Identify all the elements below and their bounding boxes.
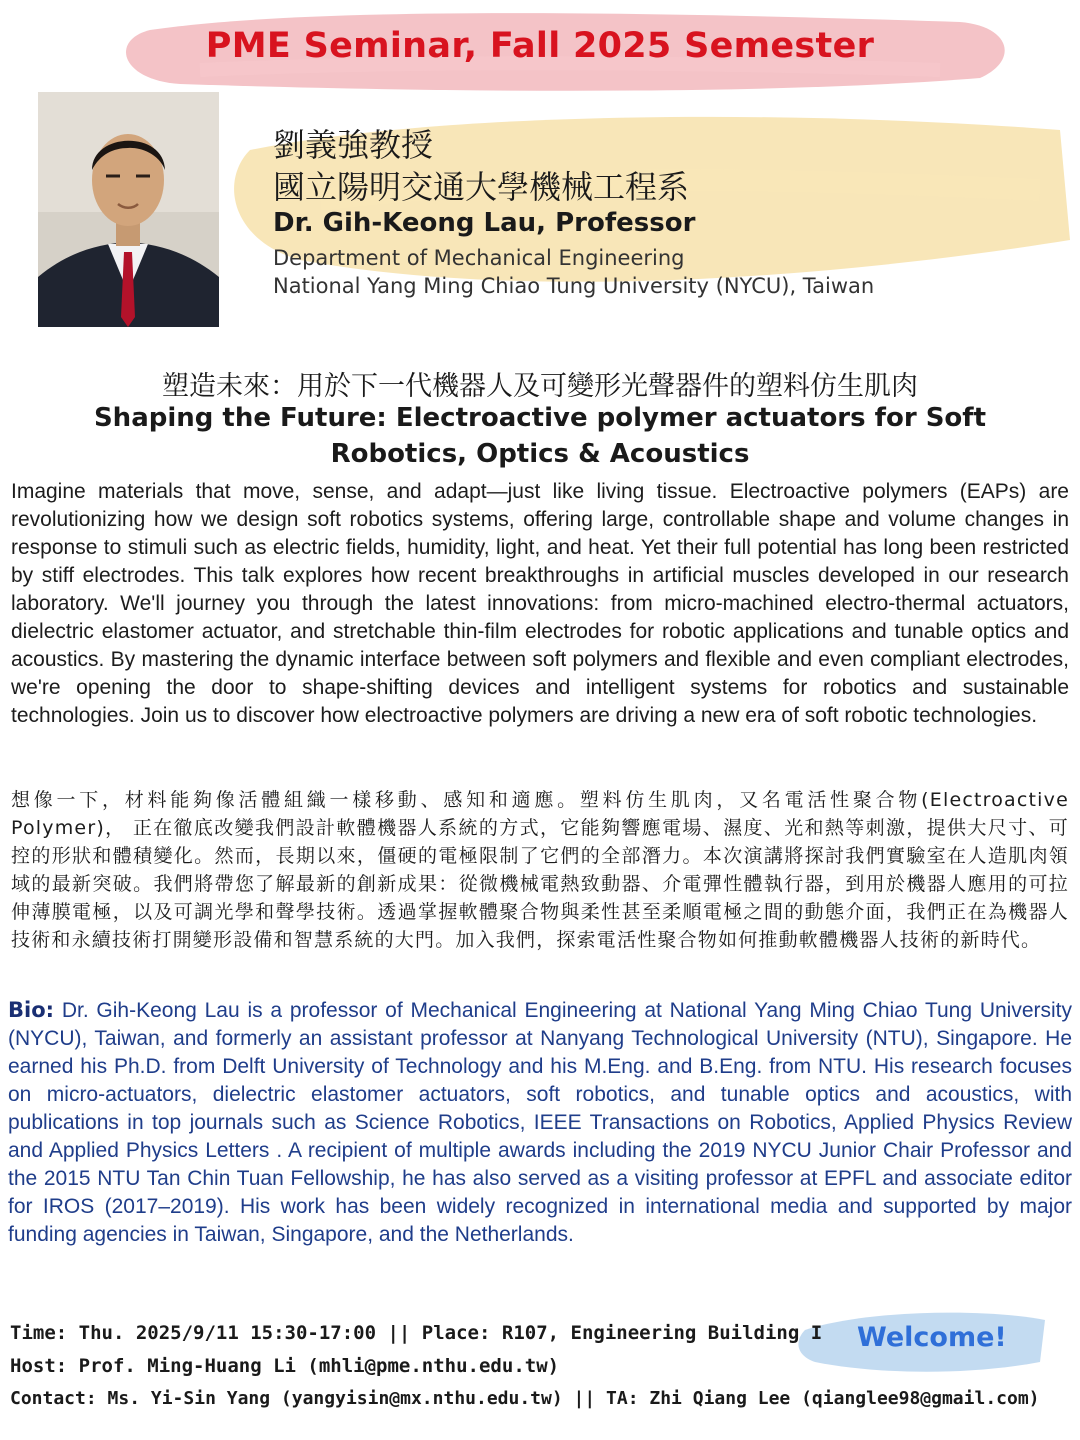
welcome-text: Welcome!: [857, 1322, 1007, 1353]
abstract-zh: 想像一下，材料能夠像活體組織一樣移動、感知和適應。塑料仿生肌肉，又名電活性聚合物(Electroactive Polymer)， 正在徹底改變我們設計軟體機器人系統的方式，它能夠響應電場、濕度、光和熱等刺激，提供大尺寸、可控的形狀和體積變化。然而，長期以來，僵硬的電極限制了它們的全部潛力。本次演講將探討我們實驗室在人造肌肉領域的最新突破。我們將帶您了解最新的創新成果：從微機械電熱致動器、介電彈性體執行器，到用於機器人應用的可拉伸薄膜電極，以及可調光學和聲學技術。透過掌握軟體聚合物與柔性甚至柔順電極之間的動態介面，我們正在為機器人技術和永續技術打開變形設備和智慧系統的大門。加入我們，探索電活性聚合物如何推動軟體機器人技術的新時代。: [11, 789, 1069, 951]
event-contact: Contact: Ms. Yi-Sin Yang (yangyisin@mx.nthu.edu.tw) || TA: Zhi Qiang Lee (qianglee98@gmail.com): [10, 1388, 1040, 1409]
speaker-department-en: Department of Mechanical Engineering: [273, 246, 685, 270]
event-time-place: Time: Thu. 2025/9/11 15:30-17:00 || Place: R107, Engineering Building I: [10, 1322, 823, 1344]
speaker-bio: [8, 996, 1072, 1249]
talk-title-en: Shaping the Future: Electroactive polymer actuators for Soft Robotics, Optics & Acoustics: [93, 403, 987, 469]
speaker-department-zh: 國立陽明交通大學機械工程系: [273, 168, 690, 206]
speaker-university-en: National Yang Ming Chiao Tung University (NYCU), Taiwan: [273, 274, 875, 298]
speaker-photo: [38, 92, 219, 327]
abstract-en: Imagine materials that move, sense, and adapt—just like living tissue. Electroactive polymers (EAPs) are revolutionizing how we design soft robotics systems, offering large, controllable shape and volume changes in response to stimuli such as electric fields, humidity, light, and heat. Yet their full potential has long been restricted by stiff electrodes. This talk explores how recent breakthroughs in artificial muscles developed in our research laboratory. We'll journey you through the latest innovations: from micro-machined electro-thermal actuators, dielectric elastomer actuator, and stretchable thin-film electrodes for robotic applications and tunable optics and acoustics. By mastering the dynamic interface between soft polymers and flexible and even compliant electrodes, we're opening the door to shape-shifting devices and intelligent systems for robotics and sustainable technologies. Join us to discover how electroactive polymers are driving a new era of soft robotic technologies.: [11, 480, 1069, 727]
seminar-title: PME Seminar, Fall 2025 Semester: [205, 26, 875, 66]
bio-text: Dr. Gih-Keong Lau is a professor of Mechanical Engineering at National Yang Ming Chiao Tung University (NYCU), Taiwan, and formerly an assistant professor at Nanyang Technological University (NTU), Singapore. He earned his Ph.D. from Delft University of Technology and his M.Eng. and B.Eng. from NTU. His research focuses on micro-actuators, dielectric elastomer actuators, soft robotics, and tunable optics and acoustics, with publications in top journals such as Science Robotics, IEEE Transactions on Robotics, Applied Physics Review and Applied Physics Letters . A recipient of multiple awards including the 2019 NYCU Junior Chair Professor and the 2015 NTU Tan Chin Tuan Fellowship, he has also served as a visiting professor at EPFL and associate editor for IROS (2017–2019). His work has been widely recognized in international media and supported by major funding agencies in Taiwan, Singapore, and the Netherlands.: [8, 999, 1072, 1246]
event-host: Host: Prof. Ming-Huang Li (mhli@pme.nthu.edu.tw): [10, 1355, 560, 1377]
speaker-name-zh: 劉義強教授: [273, 126, 434, 164]
speaker-name-en: Dr. Gih-Keong Lau, Professor: [273, 208, 696, 238]
bio-label: Bio:: [8, 998, 55, 1022]
talk-title-zh: 塑造未來：用於下一代機器人及可變形光聲器件的塑料仿生肌肉: [162, 371, 918, 402]
